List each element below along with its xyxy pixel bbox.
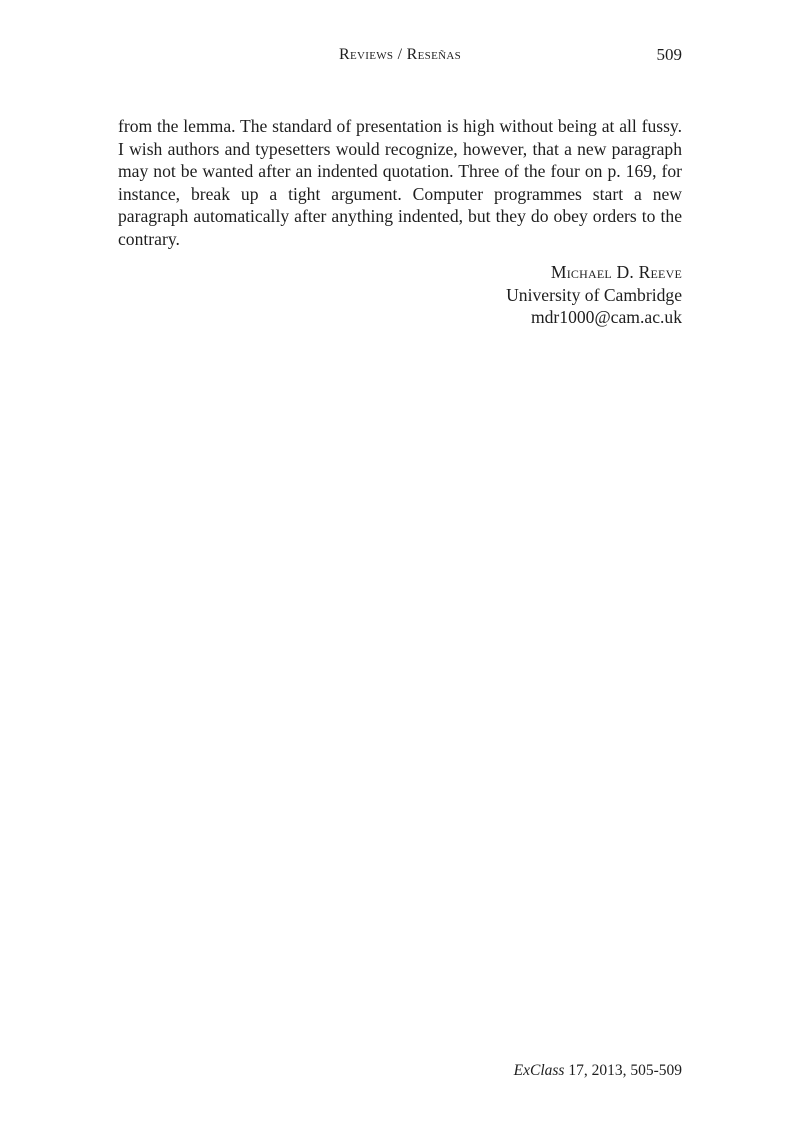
running-title: Reviews / Reseñas [339,46,461,63]
citation-details: 17, 2013, 505-509 [564,1062,682,1079]
journal-name: ExClass [513,1062,565,1079]
body-paragraph: from the lemma. The standard of presentation is high without being at all fussy. I wish authors and typesetters would recognize, however, that a new paragraph may not be wanted after an indented quotation. Three of the four on p. 169, for instance, break up a tight argument. Computer programmes start a new paragraph automatically after anything indented, but they do obey orders to the contrary. [118,116,682,249]
page-number: 509 [656,45,682,64]
running-head [118,46,682,68]
author-name: Michael D. Reeve [550,262,682,282]
footer-citation [514,1062,682,1080]
author-email: mdr1000@cam.ac.uk [530,307,682,328]
author-signature [506,261,682,329]
author-affiliation: University of Cambridge [506,284,682,305]
